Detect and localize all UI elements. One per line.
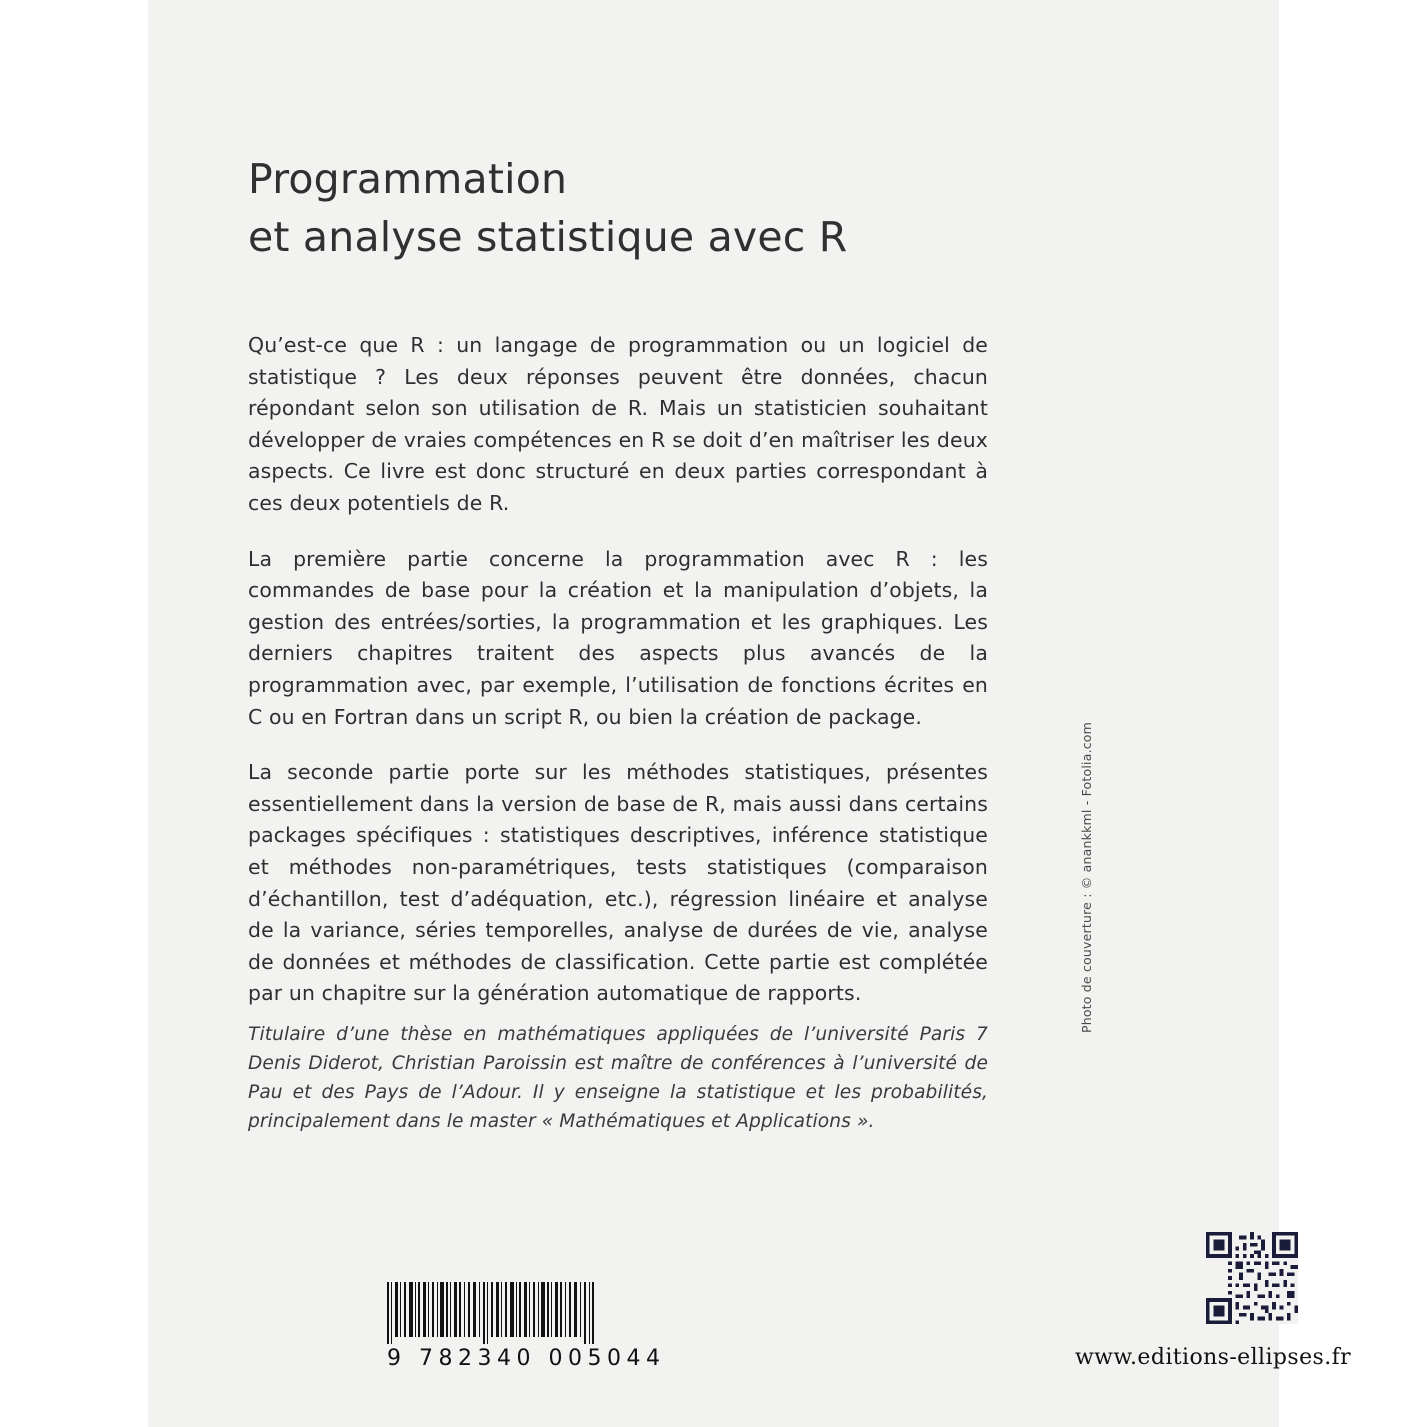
blurb-paragraph-3: La seconde partie porte sur les méthodes statistiques, présentes essentiellement dans la version de base de R, mais aussi dans certains packages spécifiques : statistiques descriptives, inférence statistique et méthodes non-paramétriques, tests statistiques (comparaison d’échantillon, test d’adéquation, etc.), régression linéaire et analyse de la variance, séries temporelles, analyse de durées de vie, analyse de données et méthodes de classification. Cette partie est complétée par un chapitre sur la génération automatique de rapports. [248, 760, 988, 1006]
book-title [248, 150, 1108, 266]
author-bio [248, 1020, 988, 1136]
barcode-icon [385, 1282, 597, 1344]
blurb-paragraph-2: La première partie concerne la programmation avec R : les commandes de base pour la création et la manipulation d’objets, la gestion des entrées/sorties, la programmation et les graphiques. Les derniers chapitres traitent des aspects plus avancés de la programmation avec, par exemple, l’utilisation de fonctions écrites en C ou en Fortran dans un script R, ou bien la création de package. [248, 546, 988, 729]
qr-code-icon [1206, 1232, 1298, 1324]
blurb [248, 330, 988, 1010]
book-title-line-1: Programmation [248, 155, 568, 203]
barcode-block [385, 1282, 666, 1371]
back-cover-page [148, 0, 1352, 1427]
cover-photo-credit: Photo de couverture : © anankkml - Fotolia.com [1078, 721, 1094, 1034]
blurb-paragraph-1: Qu’est-ce que R : un langage de programmation ou un logiciel de statistique ? Les deux réponses peuvent être données, chacun répondant selon son utilisation de R. Mais un statisticien souhaitant développer de vraies compétences en R se doit d’en maîtriser les deux aspects. Ce livre est donc structuré en deux parties correspondant à ces deux potentiels de R. [248, 333, 988, 515]
author-bio-text: Titulaire d’une thèse en mathématiques appliquées de l’université Paris 7 Denis Diderot, Christian Paroissin est maître de conférences à l’université de Pau et des Pays de l’Adour. Il y enseigne la statistique et les probabilités, principalement dans le master « Mathématiques et Applications ». [248, 1024, 988, 1132]
cover-content [248, 0, 1352, 1427]
qr-code-block [1206, 1232, 1298, 1324]
book-title-line-2: et analyse statistique avec R [248, 213, 848, 261]
barcode-digits: 9 782340 005044 [387, 1346, 666, 1371]
publisher-website[interactable]: www.editions-ellipses.fr [1074, 1345, 1352, 1370]
